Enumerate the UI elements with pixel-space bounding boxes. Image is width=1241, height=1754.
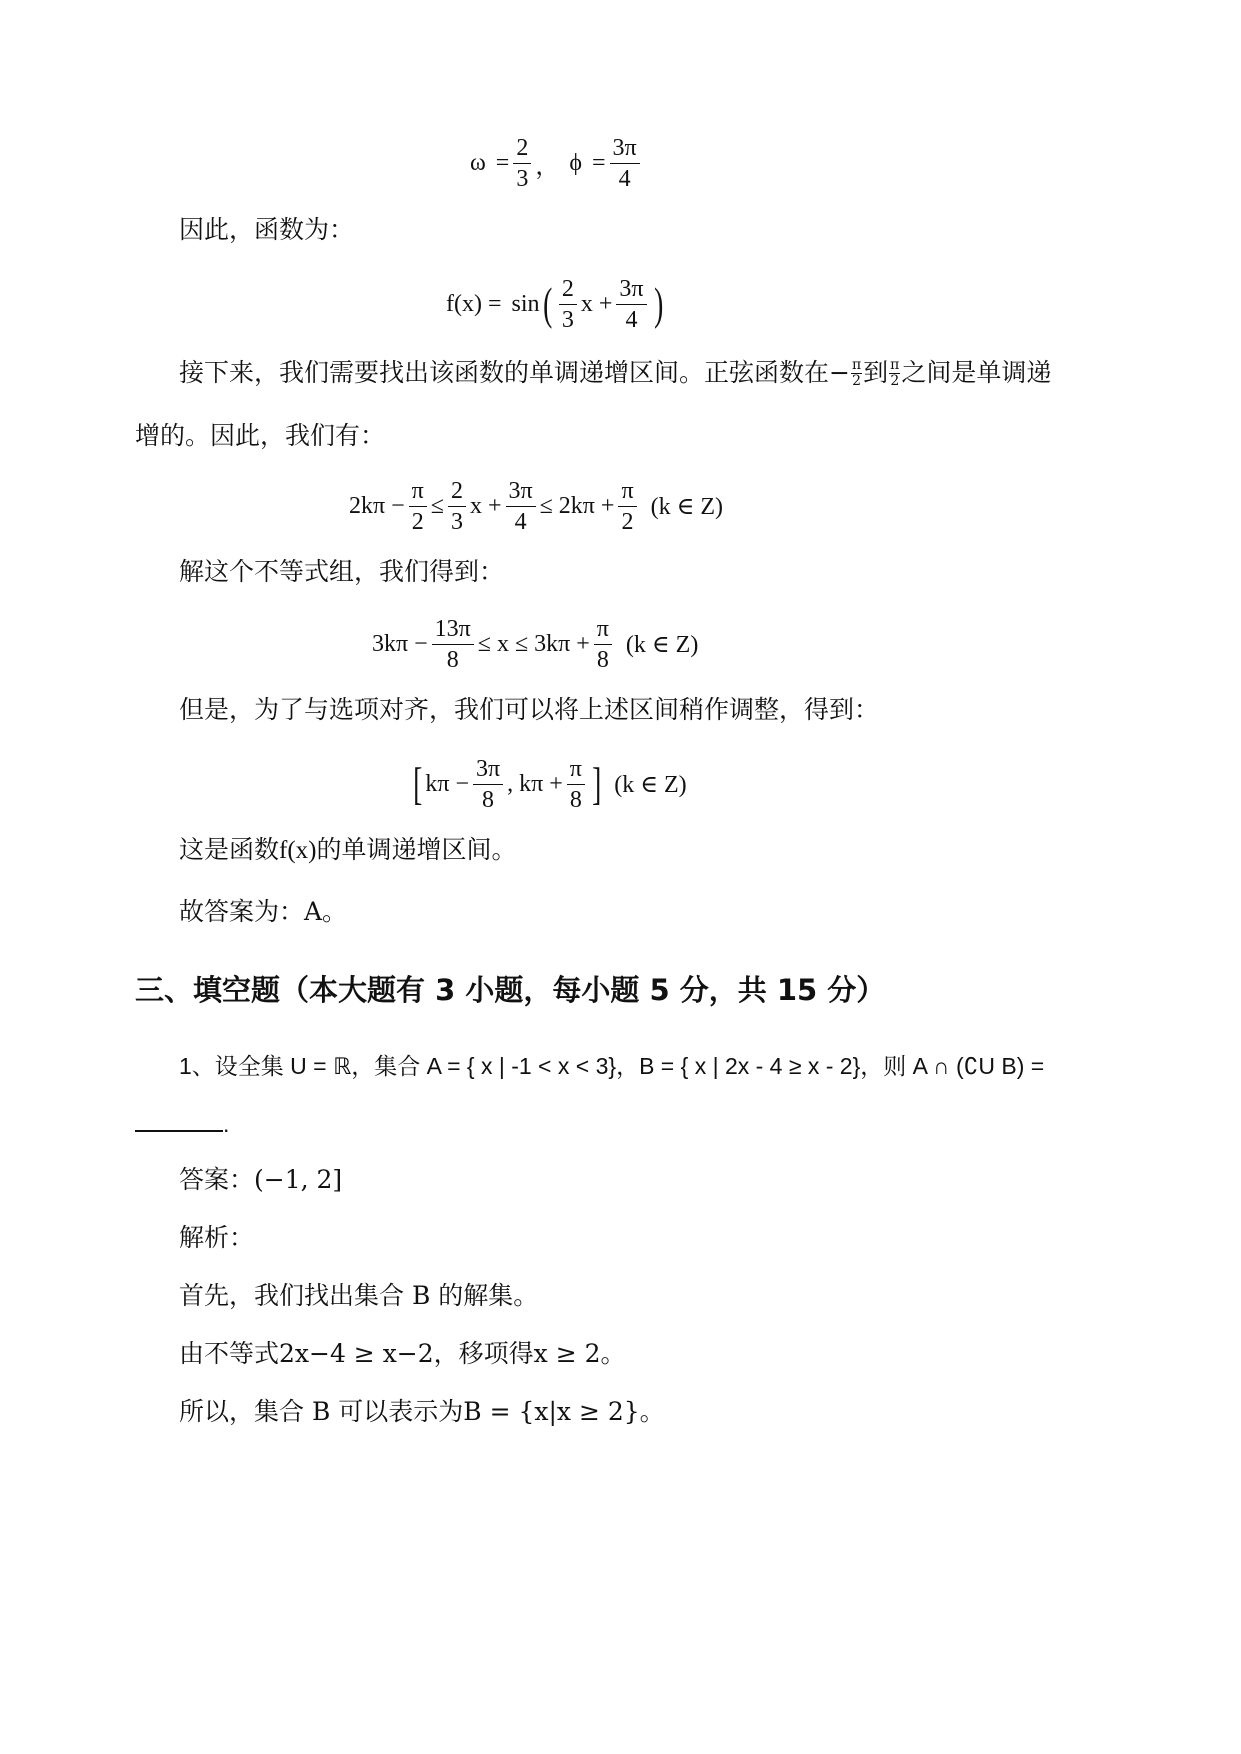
fraction-three-pi-quarter xyxy=(616,274,646,335)
equation-interval xyxy=(410,754,687,814)
denominator: 8 xyxy=(569,786,582,813)
fraction xyxy=(567,754,585,815)
question-1-blank-line xyxy=(135,1108,229,1138)
equation-inequality-2 xyxy=(372,614,698,674)
omega-symbol: ω xyxy=(470,149,486,176)
denominator: 8 xyxy=(482,786,495,813)
numerator: π xyxy=(890,356,900,373)
paragraph-set-b: 所以，集合 B 可以表示为B = {x|x ≥ 2}。 xyxy=(179,1397,665,1426)
math-text: kπ − xyxy=(425,770,469,797)
math-text: , kπ + xyxy=(507,770,563,797)
numerator: π xyxy=(409,476,427,507)
denominator: 4 xyxy=(625,306,638,333)
fraction xyxy=(618,476,636,537)
equation-inequality-1 xyxy=(349,476,723,536)
fraction xyxy=(448,476,466,537)
denominator: 8 xyxy=(596,646,609,673)
paragraph-inequality: 由不等式2x−4 ≥ x−2，移项得x ≥ 2。 xyxy=(179,1339,626,1368)
paragraph-text: 到 xyxy=(863,358,889,387)
paragraph-next-step xyxy=(179,357,1051,389)
math-text: 3kπ − xyxy=(372,630,428,657)
equation-function xyxy=(446,274,666,334)
paragraph-therefore-function: 因此，函数为： xyxy=(179,215,355,244)
fraction xyxy=(473,754,503,815)
fraction-two-thirds xyxy=(559,274,577,335)
denominator: 2 xyxy=(890,372,900,389)
denominator: 2 xyxy=(621,508,634,535)
fraction-phi xyxy=(610,133,640,194)
numerator: 13π xyxy=(432,614,474,645)
phi-symbol: ϕ xyxy=(569,149,582,176)
fraction xyxy=(506,476,536,537)
math-text: (k ∈ Z) xyxy=(614,771,687,798)
right-bracket: ] xyxy=(591,758,602,809)
paragraph-text: 的单调递增区间。 xyxy=(316,835,517,864)
paragraph-adjust: 但是，为了与选项对齐，我们可以将上述区间稍作调整，得到： xyxy=(179,695,880,724)
numerator: π xyxy=(618,476,636,507)
fraction xyxy=(594,614,612,675)
paragraph-this-is xyxy=(179,834,517,867)
math-text: (k ∈ Z) xyxy=(650,493,723,520)
math-text: (k ∈ Z) xyxy=(625,631,699,658)
left-paren: ( xyxy=(542,278,552,329)
numerator: π xyxy=(567,754,585,785)
numerator: 2 xyxy=(448,476,466,507)
math-text: 2kπ − xyxy=(349,492,405,519)
numerator: 3π xyxy=(506,476,536,507)
x-plus: x + xyxy=(580,290,613,317)
left-bracket: [ xyxy=(413,758,423,809)
fraction-omega xyxy=(513,133,531,194)
separator: ， xyxy=(535,153,560,180)
denominator: 2 xyxy=(852,372,862,389)
paragraph-text: 这是函数 xyxy=(179,835,280,864)
paragraph-answer-a: 故答案为：A。 xyxy=(179,897,348,926)
numerator: π xyxy=(594,614,612,645)
denominator: 3 xyxy=(516,165,529,192)
numerator: π xyxy=(851,356,862,373)
question-text: 1、设全集 U = ℝ，集合 A = { x | -1 < x < 3}，B = { x | 2x - 4 ≥ x - 2}，则 A ∩ (∁U B) = xyxy=(179,1053,1045,1079)
numerator: 2 xyxy=(513,133,531,164)
denominator: 2 xyxy=(411,508,424,535)
math-text: ≤ x ≤ 3kπ + xyxy=(477,630,590,657)
paragraph-solve: 解这个不等式组，我们得到： xyxy=(179,557,505,586)
math-text: x + xyxy=(469,492,502,519)
numerator: 3π xyxy=(473,754,503,785)
math-text: ≤ 2kπ + xyxy=(539,492,615,519)
denominator: 3 xyxy=(450,508,463,535)
denominator: 8 xyxy=(446,646,459,673)
denominator: 4 xyxy=(618,165,631,192)
paragraph-text: 接下来，我们需要找出该函数的单调递增区间。正弦函数在− xyxy=(179,358,850,387)
analysis-label: 解析： xyxy=(179,1223,255,1252)
numerator: 3π xyxy=(616,274,646,305)
fraction-pi-half xyxy=(889,358,900,389)
math-text: ≤ xyxy=(430,492,444,519)
paragraph-first: 首先，我们找出集合 B 的解集。 xyxy=(179,1281,539,1310)
fraction xyxy=(432,614,474,675)
equals-sign: = xyxy=(495,149,510,176)
sin-label: sin xyxy=(511,290,540,317)
question-text: . xyxy=(223,1111,230,1137)
numerator: 2 xyxy=(559,274,577,305)
numerator: 3π xyxy=(610,133,640,164)
equals-sign: = xyxy=(591,149,606,176)
fraction xyxy=(409,476,427,537)
denominator: 4 xyxy=(514,508,527,535)
fraction-pi-half xyxy=(851,358,862,389)
paragraph-text: 之间是单调递 xyxy=(901,358,1052,387)
answer-blank[interactable] xyxy=(135,1108,223,1132)
equation-omega-phi xyxy=(470,133,644,193)
section-heading: 三、填空题（本大题有 3 小题，每小题 5 分，共 15 分） xyxy=(135,973,886,1007)
answer-line: 答案：(−1, 2] xyxy=(179,1165,343,1194)
denominator: 3 xyxy=(561,306,574,333)
question-1 xyxy=(179,1048,1044,1081)
function-lhs: f(x) = xyxy=(446,290,502,317)
function-fx: f(x) xyxy=(279,837,317,864)
paragraph-increasing: 增的。因此，我们有： xyxy=(135,421,386,450)
right-paren: ) xyxy=(653,278,663,329)
